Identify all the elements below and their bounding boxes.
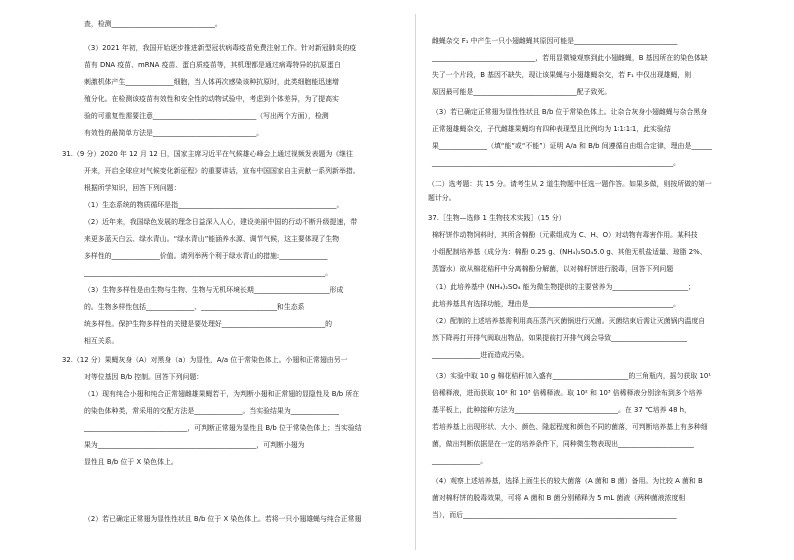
text-line: 此培养基具有选择功能，理由是__________________________________________。 [432, 300, 681, 308]
text-line: 刺激机体产生______________细胞，当人体再次感染该种抗原时，此类细胞能迅速增 [84, 78, 339, 86]
text-line: （3）生物多样性是由生物与生物、生物与无机环境长期______________________形成 [84, 286, 344, 294]
text-line: ______________________________，可判断正常翅为显性且 B/b 位于常染色体上；当实验结 [84, 424, 362, 432]
column-divider [415, 14, 416, 550]
text-line: 验的可重复性需要注意______________________________（写出两个方面），检测 [84, 112, 329, 120]
text-line: 统多样性。保护生物多样性的关键是要处理好______________________________的 [84, 320, 333, 328]
section-heading: 题计分。 [428, 194, 456, 202]
text-line: 的染色体种类，常采用的交配方法是______________。当实验结果为______________ [84, 407, 339, 415]
text-line: 显性且 B/b 位于 X 染色体上。 [84, 458, 178, 466]
text-line: 蒸馏水）欲从棉花秸秆中分离棉酚分解菌，以对棉籽饼进行脱毒，回答下列问题 [432, 265, 674, 273]
text-line: 倍稀释液，进而获取 10² 和 10³ 倍稀释液。取 10² 和 10³ 倍稀释液分别涂布到多个培养 [432, 389, 703, 397]
text-line: ______________________________，若用显微镜观察到此小翅雌蝇，B 基因所在的染色体缺 [432, 54, 708, 62]
text-line: （4）观察上述培养基，选择上面生长的较大菌落（A 菌和 B 菌）备用。为比较 A 菌和 B [432, 477, 703, 485]
text-line: ______________________________________________________________________。 [432, 159, 681, 167]
text-line: 菌，做出判断依据是在一定的培养条件下，同种微生物表现出______________________ [432, 440, 694, 448]
text-line: 的。生物多样性包括______________、______________________和生态系 [84, 303, 305, 311]
text-line: （3）若已确定正常翅为显性性状且 B/b 位于常染色体上。让杂合灰身小翅雌蝇与杂合黑身 [432, 108, 708, 116]
text-line: 查，检测______________________________。 [84, 20, 222, 28]
text-line: 当），而后______________________________________________________________ [432, 511, 677, 519]
text-line: （1）生态系统的物质循环是指______________________________________________。 [84, 201, 344, 209]
text-line: 相互关系。 [84, 337, 119, 345]
text-line: ______________进而造成污染。 [432, 351, 529, 359]
text-line: 小组配制培养基（成分为：棉酚 0.25 g、(NH₄)₂SO₄5.0 g、其他无机盐适量、琼脂 2%、 [432, 248, 707, 256]
text-line: 果______________（填“能”或“不能”）证明 A/a 和 B/b 间遵循自由组合定律，理由是______ [432, 142, 713, 150]
text-line: 根据所学知识，回答下列问题： [84, 184, 181, 192]
text-line: （3）2021 年初，我国开始逐步推进新型冠状病毒疫苗免费注射工作。针对新冠肺炎的疫 [84, 44, 357, 52]
text-line: ______________________________________________________________________。 [84, 269, 333, 277]
text-line: 果为______________________________________________，可判断小翅为 [84, 441, 305, 449]
text-line: （2）若已确定正常翅为显性性状且 B/b 位于 X 染色体上。若将一只小翅雄蝇与纯合正常翅 [84, 515, 362, 523]
question-heading: 32.（12 分）果蝇灰身（A）对黑身（a）为显性，A/a 位于常染色体上。小翅和正常翅由另一 [62, 356, 348, 364]
text-line: 菌对棉籽饼的脱毒效果，可将 A 菌和 B 菌分别稀释为 5 mL 菌液（两种菌液浓度相 [432, 494, 686, 502]
text-line: 有效性的最简单方法是______________________________。 [84, 129, 264, 137]
text-line: 对等位基因 B/b 控制。回答下列问题： [84, 373, 204, 381]
text-line: 多样性的______________价值。请列举两个利于绿水青山的措施:______________ [84, 252, 328, 260]
text-line: ______________。 [432, 457, 488, 465]
text-line: （1）此培养基中 (NH₄)₂SO₄ 能为微生物提供的主要营养为______________________； [432, 283, 696, 291]
text-line: （2）配制的上述培养基需利用高压蒸汽灭菌锅进行灭菌。灭菌结束后需让灭菌锅内温度自 [432, 317, 706, 325]
text-line: （1）现有纯合小翅和纯合正常翅雌雄果蝇若干，为判断小翅和正常翅的显隐性及 B/b 所在 [84, 390, 360, 398]
text-line: 失了一个片段，B 基因不缺失，现让该果蝇与小翅雄蝇杂交，若 F₁ 中仅出现雄蝇，则 [432, 71, 692, 79]
text-line: 然下降再打开排气阀取出物品，如果提前打开排气阀会导致______________________ [432, 334, 687, 342]
text-line: 正常翅雄蝇杂交，子代雌雄果蝇均有四种表现型且比例均为 1∶1∶1∶1，此实验结 [432, 125, 671, 133]
text-line: 殖分化。在检测该疫苗有效性和安全性的动物试验中，考虑到个体差异，为了提高实 [84, 95, 339, 103]
text-line: 来更多蓝天白云、绿水青山。“绿水青山”能涵养水源、调节气候，这主要体现了生物 [84, 235, 340, 243]
section-heading: （二）选考题：共 15 分。请考生从 2 道生物题中任选一题作答。如果多做，则按所做的第一 [428, 180, 712, 188]
text-line: 雌蝇杂交 F₁ 中产生一只小翅雌蝇其原因可能是______________________________ [432, 37, 678, 45]
text-line: 棉籽饼作动物饲料时，其所含棉酚（元素组成为 C、H、O）对动物有毒害作用。某科技 [432, 231, 698, 239]
text-line: （2）近年来，我国绿色发展的理念日益深入人心，建设美丽中国的行动不断升级提速，带 [84, 218, 358, 226]
text-line: 苗有 DNA 疫苗、mRNA 疫苗、蛋白质疫苗等，其机理都是通过病毒特异的抗原蛋白 [84, 61, 341, 69]
text-line: 开来，开启全球应对气候变化新征程》的重要讲话，宣布中国国家自主贡献一系列新举措。 [84, 167, 360, 175]
text-line: 若培养基上出现形状、大小、颜色、隆起程度和颜色不同的菌落，可判断培养基上有多种细 [432, 423, 708, 431]
text-line: （3）实验中取 10 g 棉花秸秆加入盛有______________________的三角瓶内，摇匀获取 10¹ [432, 372, 711, 380]
text-line: 基平板上，此种接种方法为______________________________。在 37 ℃培养 48 h， [432, 406, 691, 414]
question-heading: 31.（9 分）2020 年 12 月 12 日，国家主席习近平在气候雄心峰会上通过视频发表题为《继往 [62, 150, 353, 158]
text-line: 原因最可能是______________________________配子致死。 [432, 88, 612, 96]
question-heading: 37.［生物—选修 1 生物技术实践］（15 分） [428, 214, 566, 222]
